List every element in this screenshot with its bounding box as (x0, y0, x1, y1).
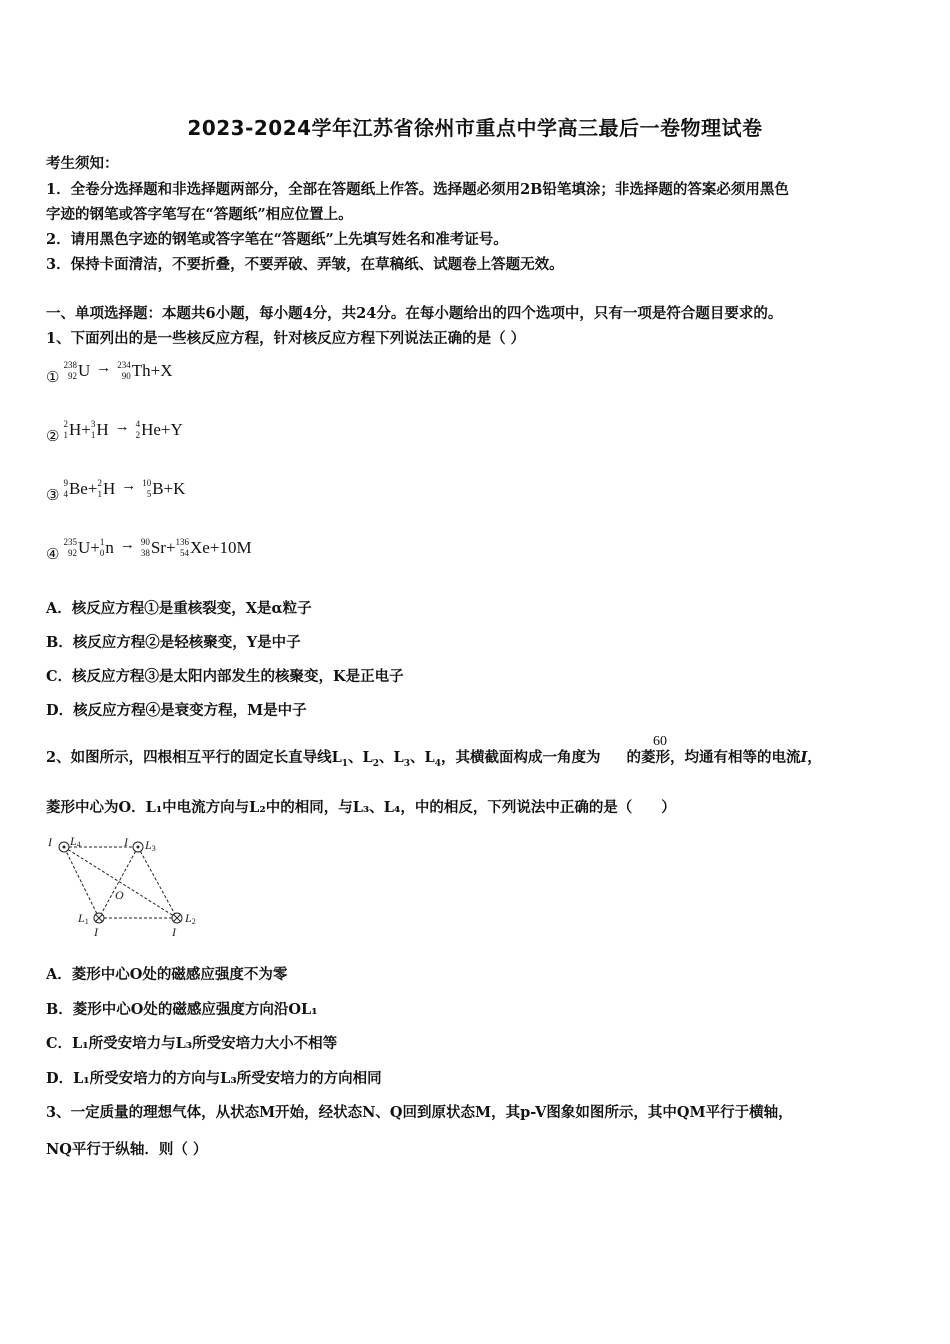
wire-l2-cross-icon (172, 913, 182, 923)
l2-current-label: I (172, 925, 176, 939)
q1-equation-1: ① 238 92 U → 234 90 Th+X (46, 360, 173, 386)
notice-heading: 考生须知： (46, 155, 119, 172)
notice-line-1b: 字迹的钢笔或答字笔写在“答题纸”相应位置上。 (46, 206, 353, 223)
q1-equation-3: ③ 9 4 Be+ 2 1 H → 10 5 B+K (46, 478, 186, 504)
q3-stem-line-1: 3、一定质量的理想气体，从状态M开始，经状态N、Q回到原状态M，其p-V图象如图所示，其中QM平行于横轴， (46, 1104, 793, 1121)
q1-option-d: D．核反应方程④是衰变方程，M是中子 (46, 702, 307, 719)
l1-current-label: I (94, 925, 98, 939)
section-heading: 一、单项选择题：本题共6小题，每小题4分，共24分。在每小题给出的四个选项中，只有一项是符合题目要求的。 (46, 305, 783, 322)
q2-option-b: B．菱形中心O处的磁感应强度方向沿OL₁ (46, 1001, 318, 1018)
q2-option-a: A．菱形中心O处的磁感应强度不为零 (46, 966, 288, 983)
q2-option-d: D．L₁所受安培力的方向与L₃所受安培力的方向相同 (46, 1070, 382, 1087)
l4-label: L4 (70, 834, 81, 849)
notice-line-2: 2．请用黑色字迹的钢笔或答字笔在“答题纸”上先填写姓名和准考证号。 (46, 231, 508, 248)
q1-option-b: B．核反应方程②是轻核聚变，Y是中子 (46, 634, 301, 651)
page-title: 2023-2024学年江苏省徐州市重点中学高三最后一卷物理试卷 (187, 116, 763, 140)
l4-current-label: I (48, 835, 52, 849)
eq-marker: ① (46, 370, 60, 386)
notice-line-3: 3．保持卡面清洁，不要折叠，不要弄破、弄皱，在草稿纸、试题卷上答题无效。 (46, 256, 564, 273)
q2-stem-line-2: 菱形中心为O．L₁中电流方向与L₂中的相同，与L₃、L₄，中的相反，下列说法中正确的是（ ） (46, 799, 676, 816)
eq-marker: ② (46, 429, 60, 445)
wire-l3-dot-icon (133, 842, 143, 852)
l3-label: L3 (145, 838, 156, 853)
q1-equation-4: ④ 235 92 U+ 1 0 n → 90 38 Sr+ 136 54 Xe+10M (46, 537, 252, 563)
eq-marker: ④ (46, 547, 60, 563)
q1-equation-2: ② 2 1 H+ 3 1 H → 4 2 He+Y (46, 419, 183, 445)
q1-option-c: C．核反应方程③是太阳内部发生的核聚变，K是正电子 (46, 668, 404, 685)
rhombus-wire-diagram (46, 832, 216, 940)
notice-line-1a: 1．全卷分选择题和非选择题两部分，全部在答题纸上作答。选择题必须用2B铅笔填涂；非选择题的答案必须用黑色 (46, 181, 789, 198)
center-o-label: O (115, 888, 124, 902)
l2-label: L2 (185, 911, 196, 926)
q1-option-a: A．核反应方程①是重核裂变，X是α粒子 (46, 600, 312, 617)
l1-label: L1 (78, 911, 89, 926)
q2-option-c: C．L₁所受安培力与L₃所受安培力大小不相等 (46, 1035, 338, 1052)
q1-stem: 1、下面列出的是一些核反应方程，针对核反应方程下列说法正确的是（ ） (46, 330, 526, 347)
l3-current-label: I (124, 835, 128, 849)
eq-marker: ③ (46, 488, 60, 504)
q3-stem-line-2: NQ平行于纵轴．则（ ） (46, 1141, 208, 1158)
wire-l1-cross-icon (94, 913, 104, 923)
wire-l4-dot-icon (59, 842, 69, 852)
q2-angle-value: 60 (653, 734, 667, 749)
q2-stem-line-1: 2、如图所示，四根相互平行的固定长直导线$L_1$、$L_2$、$L_3$、$L_4$，其横截面构成一角度为 的菱形，均通有相等的电流I， (46, 749, 822, 769)
